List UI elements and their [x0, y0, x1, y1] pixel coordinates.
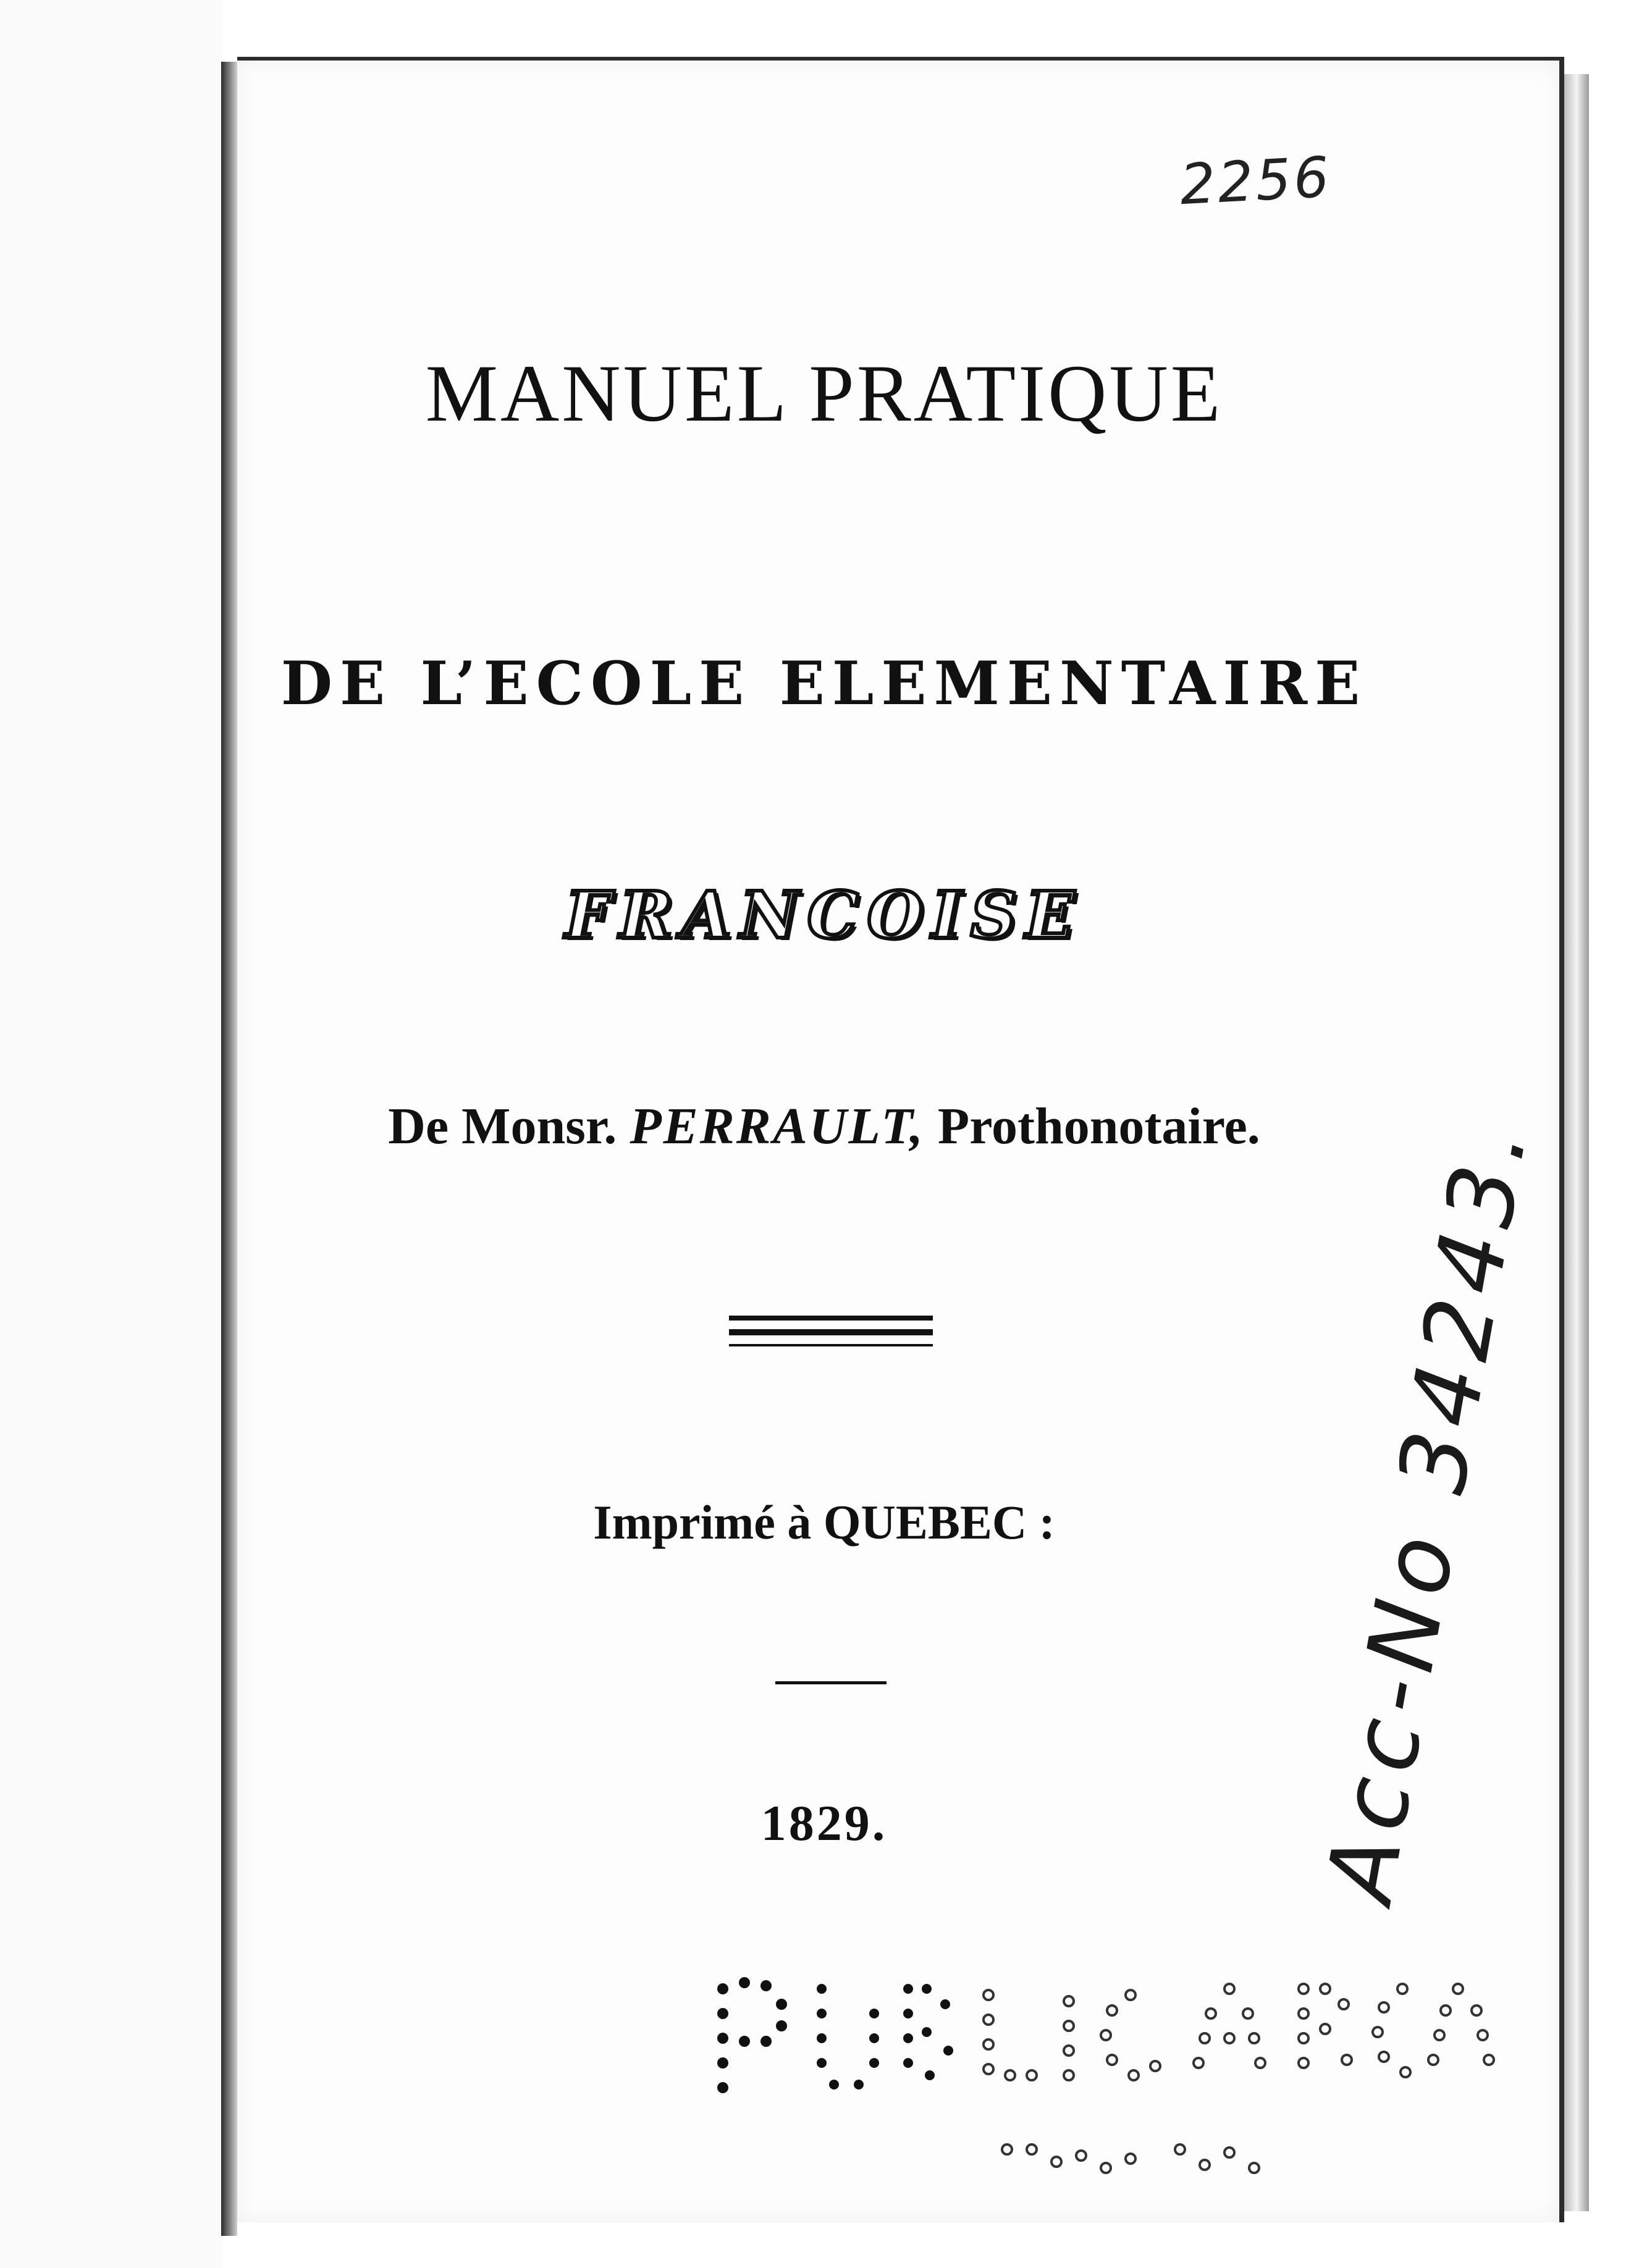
handwritten-accession-note: Acc-No 34243.: [1306, 1111, 1549, 1909]
ornamental-rule-top: [729, 1316, 933, 1321]
book-title-ornate: FRANCOISE: [565, 877, 1084, 953]
book-title-main: MANUEL PRATIQUE: [425, 348, 1223, 439]
publication-year: 1829.: [760, 1795, 888, 1851]
page-edge: [1564, 74, 1589, 2211]
ornamental-rule-bottom: [729, 1344, 933, 1346]
perforation-dots: [698, 1952, 1563, 2211]
author-line: [237, 1096, 1411, 1156]
perforated-library-stamp: [698, 1952, 1563, 2211]
ornamental-rule-middle: [729, 1329, 933, 1335]
short-rule: [775, 1681, 887, 1684]
book-spine-gutter: [221, 62, 237, 2236]
imprint-line: Imprimé à QUEBEC :: [593, 1495, 1055, 1549]
author-prefix: De Monsr.: [388, 1098, 617, 1155]
book-title-sub: DE L’ECOLE ELEMENTAIRE: [280, 649, 1368, 718]
author-name: PERRAULT,: [630, 1098, 925, 1155]
author-role: Prothonotaire.: [937, 1098, 1260, 1155]
facing-page-margin: [0, 0, 222, 2268]
handwritten-catalog-number: 2256: [1178, 145, 1333, 218]
